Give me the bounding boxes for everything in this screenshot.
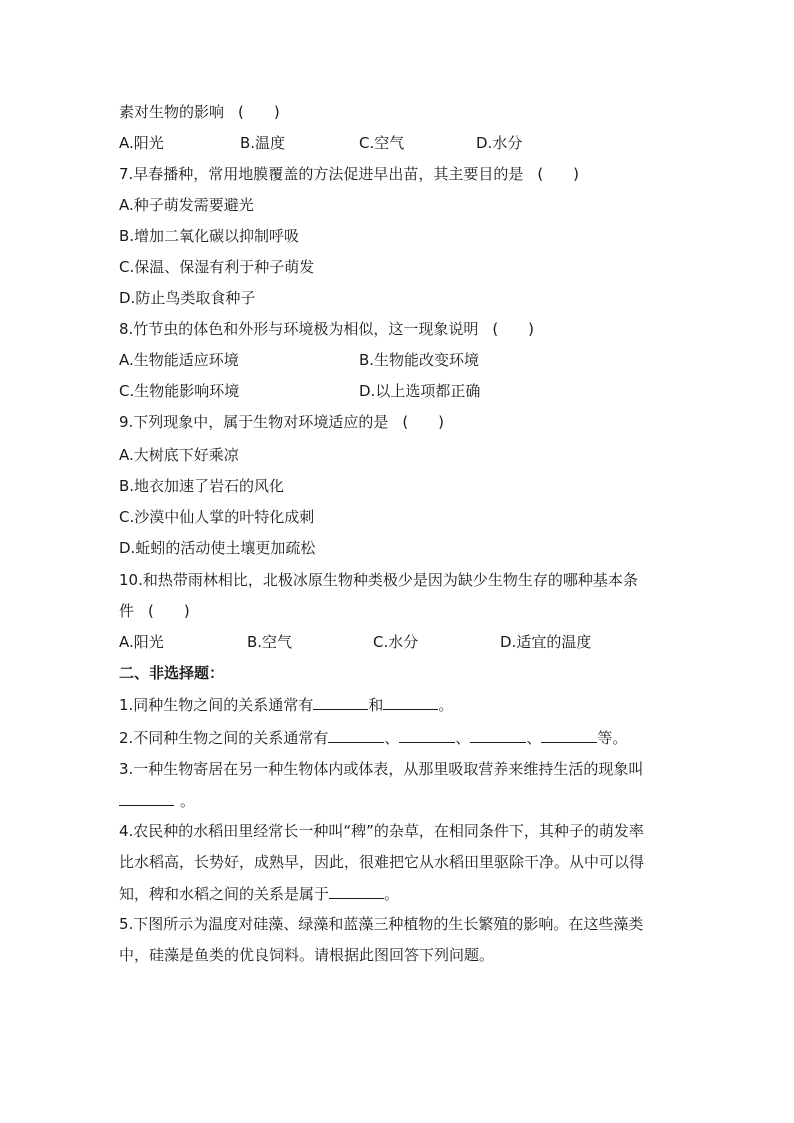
q7-option-c: C.保温、保湿有利于种子萌发 [119,258,315,276]
q10-option-b: B.空气 [247,633,293,651]
n4-question-line3: 知，稗和水稻之间的关系是属于 。 [119,885,400,903]
q9-option-d: D.蚯蚓的活动使土壤更加疏松 [119,539,316,557]
answer-paren: ( ) [402,413,445,431]
q7-option-a: A.种子萌发需要避光 [119,196,254,214]
answer-paren: ( ) [148,602,190,620]
answer-blank [399,727,455,743]
n5-question-line1: 5.下图所示为温度对硅藻、绿藻和蓝藻三种植物的生长繁殖的影响。在这些藻类 [119,915,644,933]
q10-option-d: D.适宜的温度 [500,633,592,651]
n5-question-line2: 中，硅藻是鱼类的优良饲料。请根据此图回答下列问题。 [119,946,495,964]
n4-question-line2: 比水稻高，长势好，成熟早，因此，很难把它从水稻田里驱除干净。从中可以得 [119,853,645,871]
n3-question-line2: 。 [119,790,195,811]
answer-blank [119,790,174,806]
q9-option-a: A.大树底下好乘凉 [119,446,239,464]
answer-blank [470,727,526,743]
q6-option-d: D.水分 [476,134,523,152]
n3-question-line1: 3.一种生物寄居在另一种生物体内或体表，从那里吸取营养来维持生活的现象叫 [119,760,644,778]
answer-blank [383,694,438,710]
section-heading-non-choice: 二、非选择题： [119,664,225,682]
q6-option-a: A.阳光 [119,134,164,152]
q9-stem: 9.下列现象中，属于生物对环境适应的是 ( ) [119,413,445,431]
q8-stem: 8.竹节虫的体色和外形与环境极为相似，这一现象说明 ( ) [119,320,535,338]
q8-option-c: C.生物能影响环境 [119,382,240,400]
q8-option-a: A.生物能适应环境 [119,351,239,369]
answer-paren: ( ) [492,320,535,338]
n4-question-line1: 4.农民种的水稻田里经常长一种叫“稗”的杂草，在相同条件下，其种子的萌发率 [119,822,644,840]
answer-paren: ( ) [238,103,280,121]
q6-option-b: B.温度 [240,134,286,152]
q10-option-c: C.水分 [373,633,419,651]
q10-stem-line2: 件 ( ) [119,602,190,620]
answer-blank [328,727,384,743]
q9-option-c: C.沙漠中仙人掌的叶特化成刺 [119,508,315,526]
answer-blank [541,727,597,743]
q9-option-b: B.地衣加速了岩石的风化 [119,477,285,495]
q7-option-b: B.增加二氧化碳以抑制呼吸 [119,227,300,245]
q7-stem: 7.早春播种，常用地膜覆盖的方法促进早出苗，其主要目的是 ( ) [119,165,580,183]
answer-blank [329,883,384,899]
q8-option-b: B.生物能改变环境 [359,351,480,369]
q6-option-c: C.空气 [359,134,405,152]
q10-stem-line1: 10.和热带雨林相比，北极冰原生物种类极少是因为缺少生物生存的哪种基本条 [119,571,638,589]
n2-question: 2.不同种生物之间的关系通常有 、 、 、 等。 [119,729,628,747]
n1-question: 1.同种生物之间的关系通常有 和 。 [119,696,454,714]
answer-blank [313,694,368,710]
q10-option-a: A.阳光 [119,633,164,651]
answer-paren: ( ) [537,165,580,183]
q7-option-d: D.防止鸟类取食种子 [119,289,256,307]
q6-stem-tail: 素对生物的影响 ( ) [119,103,280,121]
q8-option-d: D.以上选项都正确 [359,382,481,400]
